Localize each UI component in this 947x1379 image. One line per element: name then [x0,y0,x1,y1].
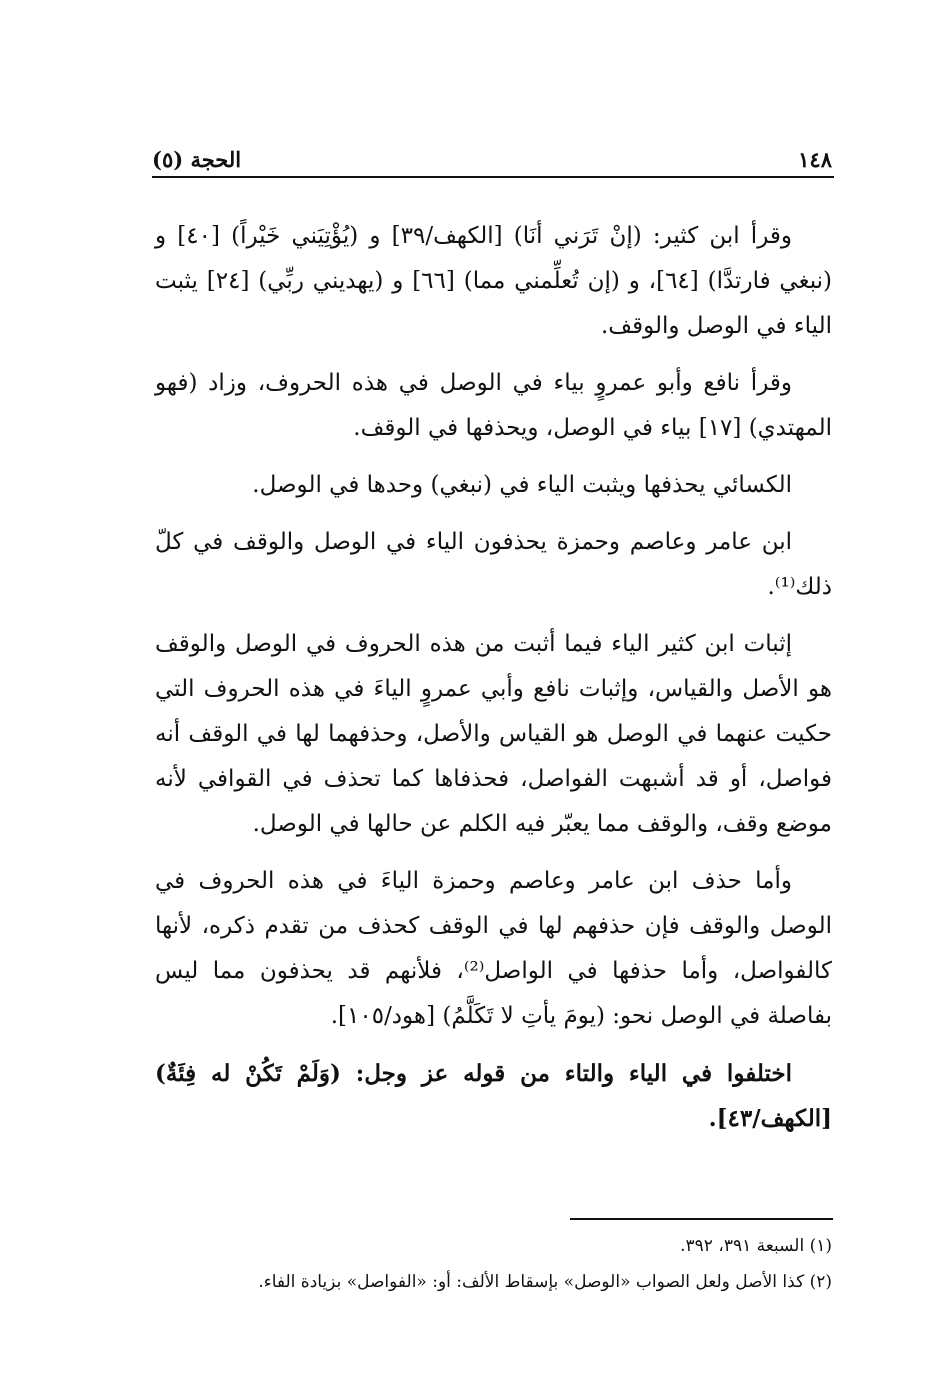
paragraph-kisai: الكسائي يحذفها ويثبت الياء في (نبغي) وحدها في الوصل. [252,472,792,498]
paragraph-ibn-kathir: وقرأ ابن كثير: (إنْ تَرَني أنَا) [الكهف/٣٩] و (يُؤْتِيَني خَيْراً) [٤٠] و (نبغي فارتدَّا) [٦٤]، و (إن تُعلِّمني مما) [٦٦] و (يهديني ربِّي) [٢٤] يثبت الياء في الوصل والوقف. [155,223,833,339]
footnote-2: (٢) كذا الأصل ولعل الصواب «الوصل» بإسقاط الألف: أو: «الفواصل» بزيادة الفاء. [258,1272,832,1292]
paragraph-ibn-amir: ابن عامر وعاصم وحمزة يحذفون الياء في الوصل والوقف في كلّ ذلك⁽¹⁾. [155,529,832,600]
running-title: الحجة (٥) [152,147,242,172]
footnote-1: (١) السبعة ٣٩١، ٣٩٢. [680,1236,832,1256]
header-rule [152,176,834,178]
footnote-rule [570,1218,833,1220]
page-number: ١٤٨ [798,147,832,172]
body-text [155,214,832,1153]
paragraph-ikhtilaf: اختلفوا في الياء والتاء من قوله عز وجل: (وَلَمْ تَكُنْ له فِئَةٌ) [الكهف/٤٣]. [155,1060,832,1132]
paragraph-explanation-ithbat: إثبات ابن كثير الياء فيما أثبت من هذه الحروف في الوصل والوقف هو الأصل والقياس، وإثبات نافع وأبي عمروٍ الياءَ في هذه الحروف التي حكيت عنهما في الوصل هو القياس والأصل، وحذفهما لها في الوقف أنه فواصل، أو قد أشبهت الفواصل، فحذفاها كما تحذف في القوافي لأنه موضع وقف، والوقف مما يعبّر فيه الكلم عن حالها في الوصل. [155,631,832,837]
page-header [152,138,832,172]
footnotes [152,1228,832,1300]
paragraph-nafi-abu-amr: وقرأ نافع وأبو عمروٍ بياء في الوصل في هذه الحروف، وزاد (فهو المهتدي) [١٧] بياء في الوصل، ويحذفها في الوقف. [155,370,832,441]
paragraph-explanation-hadhf: وأما حذف ابن عامر وعاصم وحمزة الياءَ في هذه الحروف في الوصل والوقف فإن حذفهم لها في الوقف كحذف من تقدم ذكره، لأنها كالفواصل، وأما حذفها في الواصل⁽²⁾، فلأنهم قد يحذفون مما ليس بفاصلة في الوصل نحو: (يومَ يأتِ لا تَكَلَّمُ) [هود/١٠٥]. [155,868,832,1029]
